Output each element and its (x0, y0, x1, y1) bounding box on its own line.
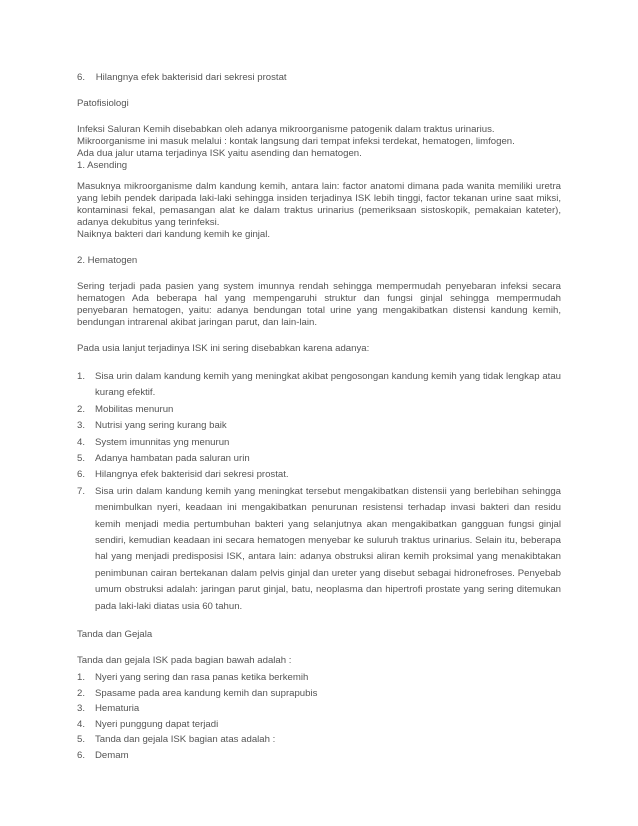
list-item: 5. Tanda dan gejala ISK bagian atas adalah : (77, 734, 276, 746)
list-item: 2. Mobilitas menurun (77, 403, 174, 415)
list-item: 7. Sisa urin dalam kandung kemih yang meningkat tersebut mengakibatkan distensii yang berlebihan sehingga menimbulkan nyeri, keadaan ini mengakibatkan penurunan resistensi terhadap invasi bakteri dan residu kemih menjadi media pertumbuhan bakteri yang selanjutnya akan mengakibatkan gangguan fungsi ginjal sendiri, kemudian keadaan ini secara hematogen menyebar ke suluruh traktus urinarius. Selain itu, beberapa hal yang menjadi predisposisi ISK, antara lain: adanya obstruksi aliran kemih proksimal yang menakibtakan penimbunan cairan bertekanan dalam pelvis ginjal dan ureter yang disebut sebagai hidronefroses. Penyebab umum obstruksi adalah: jaringan parut ginjal, batu, neoplasma dan hipertrofi prostate yang sering ditemukan pada laki-laki diatas usia 60 tahun. (77, 485, 561, 612)
section-heading-patofisiologi: Patofisiologi (77, 98, 129, 109)
list-item: 2. Spasame pada area kandung kemih dan suprapubis (77, 687, 318, 699)
subheading-hematogen: 2. Hematogen (77, 255, 138, 266)
list-item: 5. Adanya hambatan pada saluran urin (77, 453, 250, 465)
list-number: 6. (77, 72, 86, 83)
elderly-causes-list (77, 369, 561, 615)
subheading-asending: 1. Asending (77, 160, 128, 171)
elderly-intro: Pada usia lanjut terjadinya ISK ini sering disebabkan karena adanya: (77, 343, 370, 354)
list-item: 1. Nyeri yang sering dan rasa panas ketika berkemih (77, 672, 309, 684)
signs-list (77, 670, 561, 763)
list-item: 4. Nyeri punggung dapat terjadi (77, 718, 219, 730)
document-page (77, 72, 561, 763)
section-heading-tanda-gejala: Tanda dan Gejala (77, 629, 153, 641)
intro-line-2: Mikroorganisme ini masuk melalui : kontak langsung dari tempat infeksi terdekat, hematogen, limfogen. (77, 136, 515, 147)
ascending-last-line: Naiknya bakteri dari kandung kemih ke ginjal. (77, 229, 271, 240)
list-item: 3. Nutrisi yang sering kurang baik (77, 420, 227, 432)
list-item: 6. Hilangnya efek bakterisid dari sekresi prostat. (77, 469, 289, 481)
list-text: Hilangnya efek bakterisid dari sekresi prostat (95, 72, 287, 83)
list-item: 3. Hematuria (77, 703, 140, 715)
hematogen-paragraph: Sering terjadi pada pasien yang system imunnya rendah sehingga mempermudah penyebaran infeksi secara hematogen Ada beberapa hal yang mempengaruhi struktur dan fungsi ginjal sehingga mempermudah penyebaran hematogen, yaitu: adanya bendungan total urine yang mengakibatkan distensi kandung kemih, bendungan intrarenal akibat jaringan parut, dan lain-lain. (77, 281, 561, 328)
top-list-item (77, 72, 561, 84)
ascending-paragraph: Masuknya mikroorganisme dalm kandung kemih, antara lain: factor anatomi dimana pada wanita memiliki uretra yang lebih pendek daripada laki-laki sehingga insiden terjadinya ISK lebih tinggi, factor tekanan urine saat miksi, kontaminasi fekal, pemasangan alat ke dalam traktus urinarius (pemeriksaan sistoskopik, pemakaian kateter), adanya dekubitus yang terinfeksi. (77, 181, 561, 228)
list-item: 6. Demam (77, 749, 129, 761)
list-item: 1. Sisa urin dalam kandung kemih yang meningkat akibat pengosongan kandung kemih yang tidak lengkap atau kurang efektif. (77, 371, 561, 399)
intro-line-1: Infeksi Saluran Kemih disebabkan oleh adanya mikroorganisme patogenik dalam traktus urinarius. (77, 124, 495, 135)
intro-line-3: Ada dua jalur utama terjadinya ISK yaitu asending dan hematogen. (77, 148, 362, 159)
list-item: 4. System imunnitas yng menurun (77, 436, 230, 448)
signs-intro: Tanda dan gejala ISK pada bagian bawah adalah : (77, 655, 292, 667)
